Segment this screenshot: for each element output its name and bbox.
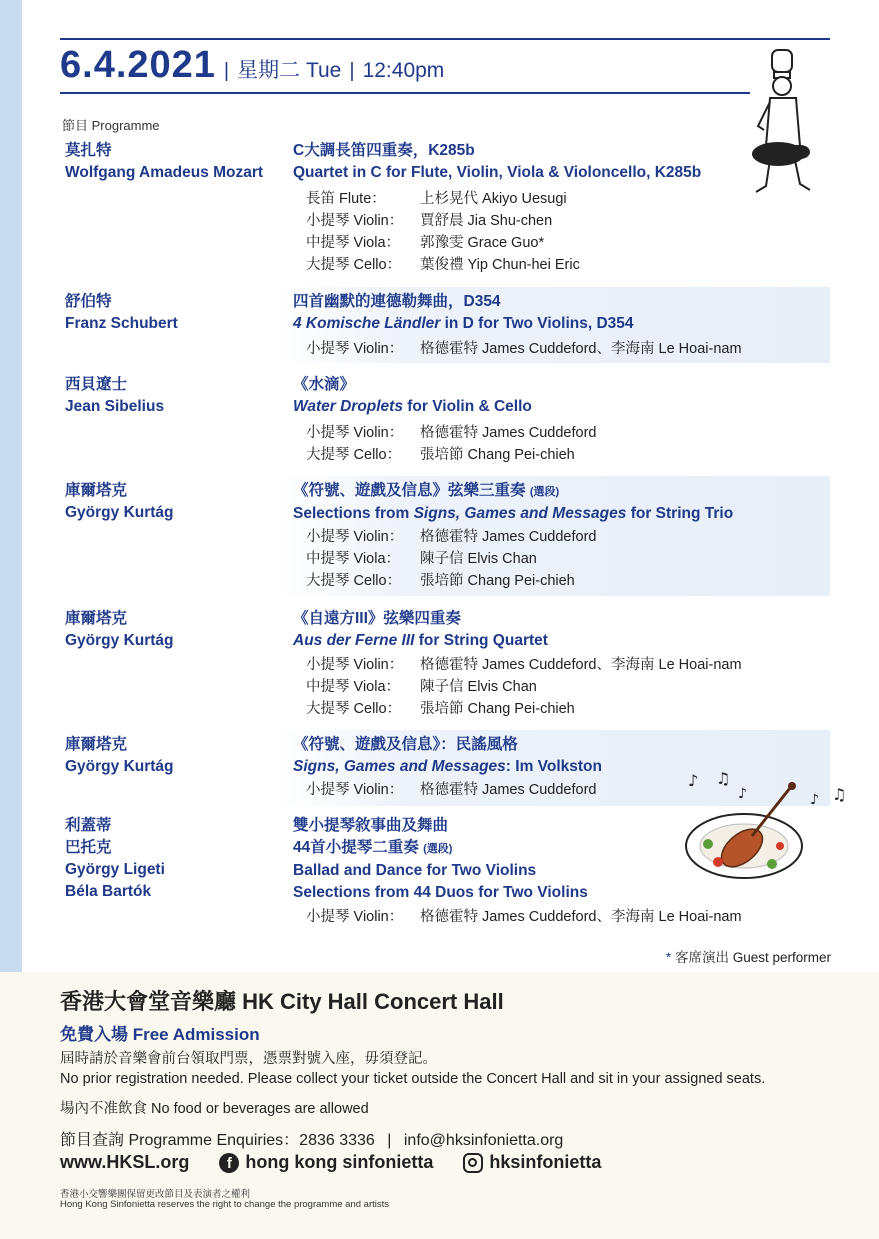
header-bottom-rule xyxy=(60,92,750,94)
performer-list xyxy=(306,188,580,276)
performer-line: 大提琴 Cello： 葉俊禮 Yip Chun-hei Eric xyxy=(306,257,580,273)
work-titles xyxy=(293,815,588,904)
composer-en: Jean Sibelius xyxy=(65,398,165,415)
work-titles xyxy=(293,734,602,778)
svg-text:♪: ♪ xyxy=(738,786,747,802)
work-en: Selections from Signs, Games and Messages for String Trio xyxy=(293,505,734,522)
programme-item-kurtag-trio xyxy=(60,476,830,596)
composer-zh: 舒伯特 xyxy=(65,293,112,310)
composer-names xyxy=(65,480,174,524)
violin-on-plate-illustration xyxy=(682,770,852,885)
performer-line: 小提琴 Violin： 格德霍特 James Cuddeford、李海南 Le Hoai-nam xyxy=(306,657,742,673)
svg-text:♫: ♫ xyxy=(832,785,847,804)
performer-line: 小提琴 Violin： 格德霍特 James Cuddeford、李海南 Le Hoai-nam xyxy=(306,909,742,925)
enquiries-separator: | xyxy=(387,1132,392,1149)
composer-zh: 莫扎特 xyxy=(65,142,112,159)
composer-zh: 庫爾塔克 xyxy=(65,482,128,499)
performer-list xyxy=(306,654,742,720)
work-en: Selections from 44 Duos for Two Violins xyxy=(293,884,588,901)
performer-line: 小提琴 Violin： 格德霍特 James Cuddeford、李海南 Le Hoai-nam xyxy=(306,341,742,357)
performer-list xyxy=(306,779,596,801)
disclaimer-zh: 香港小交響樂團保留更改節目及表演者之權利 xyxy=(60,1189,251,1200)
work-zh: 《自遠方III》弦樂四重奏 xyxy=(293,610,461,627)
header-separator: | xyxy=(349,60,355,82)
composer-zh: 西貝遼士 xyxy=(65,376,128,393)
performer-line: 大提琴 Cello： 張培節 Chang Pei-chieh xyxy=(306,573,575,589)
svg-text:♫: ♫ xyxy=(716,770,731,788)
admission-heading: 免費入場 Free Admission xyxy=(60,1025,260,1044)
composer-names xyxy=(65,291,178,335)
composer-en: Wolfgang Amadeus Mozart xyxy=(65,164,264,181)
composer-zh: 利蓋蒂 xyxy=(65,817,112,834)
composer-en: György Ligeti xyxy=(65,861,165,878)
work-zh: 四首幽默的連德勒舞曲，D354 xyxy=(293,293,501,310)
ticket-note-en: No prior registration needed. Please collect your ticket outside the Concert Hall and sit in your assigned seats. xyxy=(60,1071,766,1087)
ticket-note-zh: 屆時請於音樂會前台領取門票，憑票對號入座，毋須登記。 xyxy=(60,1051,437,1067)
work-en: Ballad and Dance for Two Violins xyxy=(293,862,537,879)
performer-list xyxy=(306,906,742,928)
venue-title: 香港大會堂音樂廳 HK City Hall Concert Hall xyxy=(60,989,504,1014)
performer-line: 小提琴 Violin： 賈舒晨 Jia Shu-chen xyxy=(306,213,553,229)
composer-en: Béla Bartók xyxy=(65,883,152,900)
disclaimer-en: Hong Kong Sinfonietta reserves the right to change the programme and artists xyxy=(60,1199,389,1210)
work-titles xyxy=(293,480,733,525)
composer-names xyxy=(65,815,165,903)
work-zh: 《符號、遊戲及信息》：民謠風格 xyxy=(293,736,518,753)
work-zh: 《符號、遊戲及信息》弦樂三重奏 (選段) xyxy=(293,482,560,499)
work-en: Quartet in C for Flute, Violin, Viola & Violoncello, K285b xyxy=(293,164,702,181)
programme-item-mozart xyxy=(60,140,830,280)
instagram-link[interactable]: hksinfonietta xyxy=(489,1152,602,1172)
work-en: Water Droplets for Violin & Cello xyxy=(293,398,532,415)
composer-en: Franz Schubert xyxy=(65,315,178,332)
food-note: 場內不准飲食 No food or beverages are allowed xyxy=(60,1101,369,1117)
composer-zh: 庫爾塔克 xyxy=(65,610,128,627)
programme-label: 節目 Programme xyxy=(62,118,160,133)
social-links xyxy=(60,1152,601,1173)
composer-en: György Kurtág xyxy=(65,632,174,649)
website-link[interactable]: www.HKSL.org xyxy=(60,1152,190,1172)
event-time: 12:40pm xyxy=(362,59,445,82)
composer-names xyxy=(65,734,174,778)
work-en: 4 Komische Ländler in D for Two Violins, D354 xyxy=(293,315,634,332)
performer-line: 小提琴 Violin： 格德霍特 James Cuddeford xyxy=(306,425,597,441)
header-top-rule xyxy=(60,38,830,40)
performer-line: 長笛 Flute： 上杉晃代 Akiyo Uesugi xyxy=(306,191,567,207)
enquiries-phone: 節目查詢 Programme Enquiries：2836 3336 xyxy=(60,1132,375,1149)
work-titles xyxy=(293,374,532,418)
performer-line: 中提琴 Viola： 陳子信 Elvis Chan xyxy=(306,679,537,695)
work-zh: 雙小提琴敘事曲及舞曲 xyxy=(293,817,449,834)
programme-item-kurtag-quartet xyxy=(60,608,830,726)
facebook-icon: f xyxy=(219,1153,239,1173)
work-titles xyxy=(293,291,634,335)
facebook-link[interactable]: hong kong sinfonietta xyxy=(245,1152,434,1172)
programme-item-sibelius xyxy=(60,374,830,470)
work-zh: C大調長笛四重奏，K285b xyxy=(293,142,475,159)
composer-names xyxy=(65,608,174,652)
composer-en: György Kurtág xyxy=(65,758,174,775)
programme-item-schubert xyxy=(60,287,830,363)
svg-text:♪: ♪ xyxy=(810,792,819,808)
work-titles xyxy=(293,140,701,184)
instagram-icon xyxy=(463,1153,483,1173)
enquiries-email[interactable]: info@hksinfonietta.org xyxy=(403,1132,564,1149)
work-zh: 《水滴》 xyxy=(293,376,356,393)
composer-names xyxy=(65,140,263,184)
composer-zh: 巴托克 xyxy=(65,839,112,856)
event-header xyxy=(60,44,444,87)
work-zh: 44首小提琴二重奏 (選段) xyxy=(293,839,453,856)
event-weekday: 星期二 Tue xyxy=(237,59,342,82)
svg-text:♪: ♪ xyxy=(688,771,699,790)
header-separator: | xyxy=(223,60,230,82)
performer-list xyxy=(306,338,742,360)
event-date: 6.4.2021 xyxy=(60,44,216,86)
work-en: Aus der Ferne III for String Quartet xyxy=(293,632,548,649)
performer-line: 大提琴 Cello： 張培節 Chang Pei-chieh xyxy=(306,447,575,463)
performer-line: 小提琴 Violin： 格德霍特 James Cuddeford xyxy=(306,782,597,798)
enquiries-line xyxy=(60,1127,563,1150)
performer-line: 中提琴 Viola： 郭豫雯 Grace Guo* xyxy=(306,235,545,251)
performer-list xyxy=(306,422,596,466)
performer-line: 小提琴 Violin： 格德霍特 James Cuddeford xyxy=(306,529,597,545)
work-titles xyxy=(293,608,548,652)
work-en: Signs, Games and Messages: Im Volkston xyxy=(293,758,602,775)
guest-performer-note: * 客席演出 Guest performer xyxy=(665,950,831,965)
composer-en: György Kurtág xyxy=(65,504,174,521)
performer-line: 大提琴 Cello： 張培節 Chang Pei-chieh xyxy=(306,701,575,717)
composer-zh: 庫爾塔克 xyxy=(65,736,128,753)
performer-list xyxy=(306,526,596,592)
performer-line: 中提琴 Viola： 陳子信 Elvis Chan xyxy=(306,551,537,567)
composer-names xyxy=(65,374,164,418)
